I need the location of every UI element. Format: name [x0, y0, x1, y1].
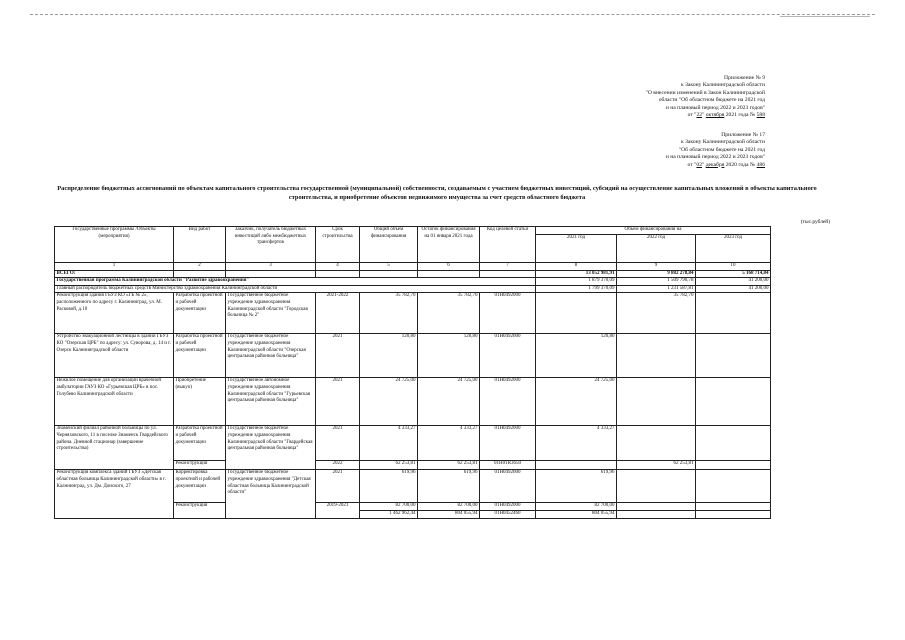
- appendix-9-header: [525, 75, 765, 119]
- remainder: 24 725,00: [418, 378, 480, 426]
- date-day: 22: [696, 112, 703, 119]
- work-type: Разработка проектной и рабочей документации: [174, 426, 226, 461]
- table-row: [55, 426, 771, 461]
- scan-border-line-right: [780, 16, 870, 17]
- column-number: 5: [360, 262, 418, 270]
- empty-cell: [226, 270, 316, 278]
- total: 35 782,70: [360, 293, 418, 334]
- remainder: 62 253,81: [418, 461, 480, 470]
- customer: Государственное бюджетное учреждение здравоохранения Калининградской области "Городская больница № 2": [226, 293, 316, 334]
- totals-2023: 5 168 714,84: [696, 270, 771, 278]
- term: 2019-2021: [316, 503, 360, 518]
- customer: Государственное бюджетное учреждение здравоохранения Калининградской области "Гвардейская центральная районная больница": [226, 426, 316, 470]
- appendix-line: и на плановый период 2022 и 2023 годов": [665, 154, 765, 161]
- amount-2021: 24 725,00: [536, 378, 617, 426]
- code: 01Н01R3650: [480, 461, 536, 470]
- amount-2021: 120,80: [536, 334, 617, 378]
- appendix-line: к Закону Калининградской области: [681, 139, 765, 146]
- term: 2021: [316, 378, 360, 426]
- column-number: 8: [536, 262, 617, 270]
- remainder: 35 782,70: [418, 293, 480, 334]
- object-name: Нежилое помещение для организации врачебной амбулатории ГАУЗ КО «Гурьевская ЦРБ» в пос. Голубево Калининградской области: [55, 378, 174, 426]
- table-header-row: [55, 227, 771, 235]
- empty-cell: [316, 270, 360, 278]
- date-mid: ": [702, 161, 706, 168]
- header-total: Общий объем финансирования: [360, 227, 418, 263]
- scan-border-line: [30, 14, 875, 15]
- appendix-line: "О внесении изменений в Закон Калининградской: [645, 89, 765, 96]
- amount-2021: 82 700,00: [536, 503, 617, 511]
- date-prefix: от ": [687, 112, 697, 119]
- column-number: 4: [316, 262, 360, 270]
- remainder: 804 055,94: [418, 510, 480, 518]
- remainder: 120,80: [418, 334, 480, 378]
- table-row: [55, 334, 771, 378]
- empty-cell: [360, 270, 418, 278]
- header-code: Код целевой статьи: [480, 227, 536, 263]
- code: 01Н0452460: [480, 510, 536, 518]
- amount-2023: [696, 470, 771, 503]
- header-work-type: Вид работ: [174, 227, 226, 263]
- customer: Государственное бюджетное учреждение здравоохранения "Детская областная больница Калининградской области": [226, 470, 316, 518]
- term: 2021-2022: [316, 293, 360, 334]
- work-type: Реконструкция: [174, 503, 226, 518]
- program-2023: 41 200,00: [696, 278, 771, 286]
- empty-cell: [174, 270, 226, 278]
- amount-2022: 62 253,81: [617, 461, 696, 470]
- budget-table: [54, 226, 771, 519]
- total: 62 253,81: [360, 461, 418, 470]
- customer: Государственное автономное учреждение здравоохранения Калининградской области "Гурьевская центральная районная больница": [226, 378, 316, 426]
- amount-2022: [617, 334, 696, 378]
- table-row: [55, 470, 771, 503]
- amount-2021: 619,96: [536, 470, 617, 503]
- work-type: Реконструкция: [174, 461, 226, 470]
- appendix-date: [525, 112, 765, 119]
- totals-row: [55, 270, 771, 278]
- program-label: Государственная программа Калининградской области "Развитие здравоохранения": [55, 278, 536, 286]
- totals-label: ВСЕГО:: [55, 270, 174, 278]
- header-2023: 2023 год: [696, 234, 771, 262]
- column-number: 6: [418, 262, 480, 270]
- date-month: октября: [705, 112, 725, 119]
- amount-2023: [696, 378, 771, 426]
- code: 01Н0492000: [480, 503, 536, 511]
- amount-2021: 804 055,94: [536, 510, 617, 518]
- object-name: Реконструкция здания ГБУЗ КО «ГБ № 2», расположенного по адресу г. Калининград, ул. М. Расковой, д.10: [55, 293, 174, 334]
- header-2021: 2021 год: [536, 234, 617, 262]
- total: 24 725,00: [360, 378, 418, 426]
- manager-2022: 1 231 587,81: [617, 285, 696, 293]
- manager-row: [55, 285, 771, 293]
- header-funding: Объем финансирования на: [536, 227, 771, 235]
- program-row: [55, 278, 771, 286]
- object-name: Устройство эвакуационной лестницы в здании ГБУЗ КО "Озерская ЦРБ" по адресу: ул. Суворова, д. 14 и г. Озерск Калининградской области: [55, 334, 174, 378]
- date-rest: 2020 года №: [724, 161, 757, 168]
- header-remainder: Остаток финансирования на 01 января 2021 года: [418, 227, 480, 263]
- empty-cell: [418, 270, 480, 278]
- appendix-line: области "Об областном бюджете на 2021 год: [658, 97, 765, 104]
- header-term: Срок строительства: [316, 227, 360, 263]
- amount-2021: [536, 293, 617, 334]
- remainder: 4 333,27: [418, 426, 480, 461]
- law-number: 588: [756, 112, 765, 119]
- appendix-date: [525, 162, 765, 169]
- code: 01Н0492000: [480, 334, 536, 378]
- total: 4 333,27: [360, 426, 418, 461]
- object-name: Реконструкция комплекса зданий ГБУЗ «Детская областная больница Калининградской области» в г. Калининград, ул. Дм. Донского, 27: [55, 470, 174, 518]
- remainder: 619,96: [418, 470, 480, 503]
- total: 120,80: [360, 334, 418, 378]
- amount-2023: [696, 293, 771, 334]
- work-type: Корректировка проектной и рабочей документации: [174, 470, 226, 503]
- amount-2022: [617, 510, 696, 518]
- appendix-line: и на плановый период 2022 и 2023 годов": [665, 104, 765, 111]
- law-number: 486: [756, 161, 765, 168]
- document-title: Распределение бюджетных ассигнований по объектам капитального строительства государственной (муниципальной) собственности, создаваемым с участием бюджетных инвестиций, субсидий на осуществление капитальных вложений в объекты капитального строительства, и приобретение объектов недвижимого имущества за счет средств областного бюджета: [57, 185, 817, 201]
- work-type: Разработка проектной и рабочей документации: [174, 334, 226, 378]
- amount-2021: [536, 461, 617, 470]
- column-number: 7: [480, 262, 536, 270]
- column-numbers-row: [55, 262, 771, 270]
- column-number: 2: [174, 262, 226, 270]
- work-type: Приобретение (выкуп): [174, 378, 226, 426]
- column-number: 3: [226, 262, 316, 270]
- code: 01Н0492000: [480, 293, 536, 334]
- totals-2022: 9 882 278,84: [617, 270, 696, 278]
- program-2022: 1 509 790,78: [617, 278, 696, 286]
- table-row: [55, 293, 771, 334]
- header-program: Государственные программы /Объекты (мероприятия): [55, 227, 174, 263]
- amount-2023: [696, 503, 771, 511]
- empty-cell: [480, 270, 536, 278]
- amount-2023: [696, 510, 771, 518]
- program-2021: 1 879 370,09: [536, 278, 617, 286]
- code: 01Н0492000: [480, 470, 536, 503]
- column-number: 1: [55, 262, 174, 270]
- manager-label: Главный распорядитель бюджетных средств Министерство здравоохранения Калининградской области: [55, 285, 536, 293]
- header-2022: 2022 год: [617, 234, 696, 262]
- code: 01Н0492000: [480, 426, 536, 461]
- total: 1 462 962,44: [360, 510, 418, 518]
- term: 2021: [316, 470, 360, 503]
- totals-2021: 13 052 981,91: [536, 270, 617, 278]
- term: 2021: [316, 334, 360, 378]
- manager-2021: 1 799 370,09: [536, 285, 617, 293]
- amount-2023: [696, 426, 771, 461]
- amount-2022: [617, 470, 696, 503]
- table-row: [55, 378, 771, 426]
- appendix-line: "Об областном бюджете на 2021 год: [678, 146, 765, 153]
- date-month: декабря: [705, 161, 725, 168]
- total: 82 700,00: [360, 503, 418, 511]
- amount-2023: [696, 461, 771, 470]
- term: 2022: [316, 461, 360, 470]
- manager-2023: 41 200,00: [696, 285, 771, 293]
- appendix-line: Приложение № 9: [724, 75, 765, 81]
- customer: Государственное бюджетное учреждение здравоохранения Калининградской области "Озерская центральная районная больница": [226, 334, 316, 378]
- amount-2022: [617, 426, 696, 461]
- amount-2022: [617, 378, 696, 426]
- date-day: 02: [696, 161, 702, 168]
- code: 01Н0492000: [480, 378, 536, 426]
- header-customer: Заказчик, получатель бюджетных инвестиций либо межбюджетных трансфертов: [226, 227, 316, 263]
- column-number: 9: [617, 262, 696, 270]
- amount-2021: 4 333,27: [536, 426, 617, 461]
- term: 2021: [316, 426, 360, 461]
- total: 619,96: [360, 470, 418, 503]
- appendix-line: Приложение № 17: [721, 132, 765, 138]
- column-number: 10: [696, 262, 771, 270]
- amount-2022: [617, 503, 696, 511]
- date-rest: 2021 года №: [724, 112, 757, 119]
- amount-2022: 35 782,70: [617, 293, 696, 334]
- date-prefix: от ": [687, 161, 697, 168]
- units-label: (тыс.рублей): [800, 219, 830, 225]
- remainder: 82 700,00: [418, 503, 480, 511]
- object-name: Знаменский филиал районной больницы по ул. Черняховского, 11 в поселке Знаменск Гвардейского района. Дневной стационар (завершение строительства): [55, 426, 174, 470]
- date-mid: ": [702, 112, 706, 119]
- work-type: Разработка проектной и рабочей документации: [174, 293, 226, 334]
- amount-2023: [696, 334, 771, 378]
- appendix-line: к Закону Калининградской области: [681, 82, 765, 89]
- appendix-17-header: [525, 132, 765, 169]
